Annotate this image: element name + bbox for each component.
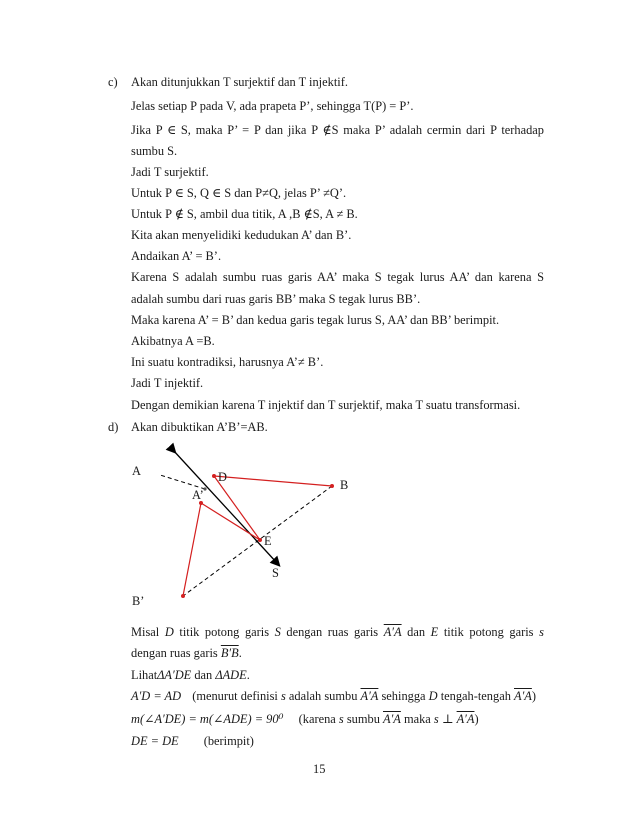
label-bprime: B’	[132, 594, 145, 608]
page-number: 15	[313, 762, 326, 776]
proof-line-misal: Misal D titik potong garis S dengan ruas garis A′A dan E titik potong garis s	[131, 625, 544, 639]
geometry-figure	[120, 440, 380, 610]
text-line: Untuk P ∉ S, ambil dua titik, A ,B ∉S, A ≠ B.	[131, 207, 358, 221]
red-segment-a-e	[214, 476, 260, 540]
proof-line-lihat: LihatΔA′DE dan ΔADE.	[131, 668, 250, 682]
text-line: Akan dibuktikan A’B’=AB.	[131, 420, 268, 434]
text-line: Akibatnya A =B.	[131, 334, 215, 348]
text-line: Akan ditunjukkan T surjektif dan T injektif.	[131, 75, 348, 89]
proof-line-eq1: A′D = AD (menurut definisi s adalah sumbu A′A sehingga D tengah-tengah A′A)	[131, 689, 536, 703]
point-d	[203, 487, 206, 490]
text-line: Dengan demikian karena T injektif dan T surjektif, maka T suatu transformasi.	[131, 398, 521, 412]
red-segment-a-b	[214, 476, 332, 486]
text-line: Untuk P ∈ S, Q ∈ S dan P≠Q, jelas P’ ≠Q’.	[131, 186, 347, 200]
point-e	[258, 538, 262, 542]
label-d: D	[218, 470, 227, 484]
label-s: S	[272, 566, 279, 580]
proof-line-misal-cont: dengan ruas garis B′B.	[131, 646, 242, 660]
text-line: sumbu S.	[131, 144, 178, 158]
red-segment-aprime-bprime	[183, 503, 201, 596]
point-bprime	[181, 594, 185, 598]
red-segment-aprime-e	[201, 503, 260, 540]
text-line: adalah sumbu dari ruas garis BB’ maka S tegak lurus BB’.	[131, 292, 421, 306]
text-line: Jelas setiap P pada V, ada prapeta P’, sehingga T(P) = P’.	[131, 99, 414, 113]
text-line: Kita akan menyelidiki kedudukan A’ dan B’.	[131, 228, 352, 242]
label-aprime: A’	[192, 488, 204, 502]
label-e: E	[264, 534, 272, 548]
proof-line-eq3: DE = DE (berimpit)	[131, 734, 254, 748]
label-a: A	[132, 464, 141, 478]
dashed-segment-b-bprime	[183, 486, 332, 596]
point-a	[212, 474, 216, 478]
figure-svg	[120, 440, 380, 610]
text-line: Maka karena A’ = B’ dan kedua garis tegak lurus S, AA’ dan BB’ berimpit.	[131, 313, 500, 327]
point-b	[330, 484, 334, 488]
label-b: B	[340, 478, 349, 492]
text-line: Jadi T surjektif.	[131, 165, 209, 179]
text-line: Ini suatu kontradiksi, harusnya A’≠ B’.	[131, 355, 324, 369]
item-label-c: c)	[108, 75, 118, 89]
item-label-d: d)	[108, 420, 119, 434]
proof-line-eq2: m(∠A′DE) = m(∠ADE) = 90⁰ (karena s sumbu A′A maka s ⊥ A′A)	[131, 712, 479, 726]
text-line: Jadi T injektif.	[131, 376, 204, 390]
text-line: Andaikan A’ = B’.	[131, 249, 222, 263]
text-line: Jika P ∈ S, maka P’ = P dan jika P ∉S maka P’ adalah cermin dari P terhadap	[131, 123, 544, 137]
text-line: Karena S adalah sumbu ruas garis AA’ maka S tegak lurus AA’ dan karena S	[131, 270, 544, 284]
axis-s-line	[173, 450, 277, 563]
